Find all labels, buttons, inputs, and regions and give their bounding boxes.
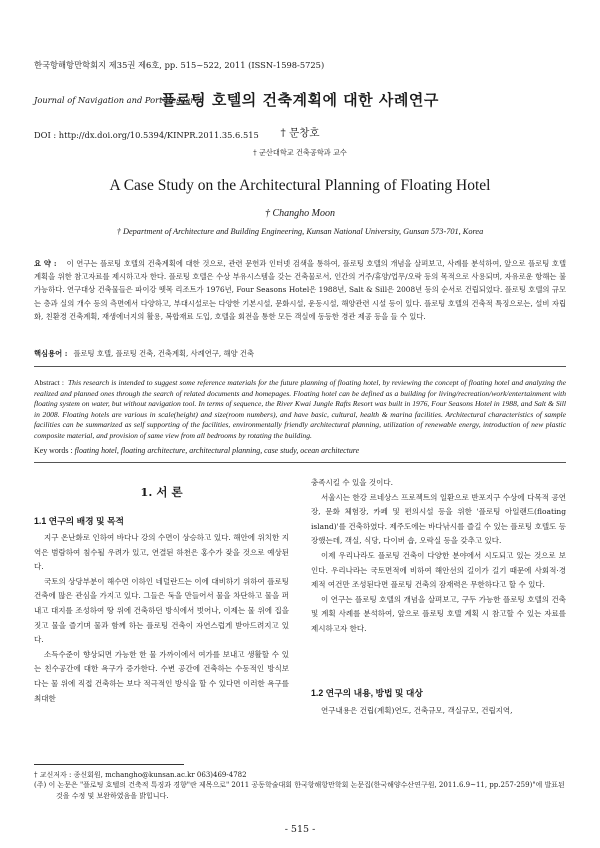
footnotes <box>34 770 566 801</box>
left-column-body <box>34 531 289 706</box>
paragraph: 연구내용은 건립(계획)연도, 건축규모, 객실규모, 건립지역, <box>321 706 513 715</box>
footnote-divider <box>34 764 184 765</box>
abstract-ko-label: 요 약 : <box>34 259 57 268</box>
journal-citation: 한국항해항만학회지 제35권 제6호, pp. 515~522, 2011 (ISSN-1598-5725) <box>34 60 325 71</box>
footnote-corresponding: † 교신저자 : 종신회원, mchangho@kunsan.ac.kr 063)469-4782 <box>34 771 247 779</box>
paragraph: 서울시는 한강 르네상스 프로젝트의 일환으로 반포지구 수상에 다목적 공연장, 문화 체험장, 카페 및 편의시설 등을 위한 '플로팅 아일랜드(floating island)'를 건축하였다. 제주도에는 바다낚시를 즐길 수 있는 플로팅 호텔도 등장했는데, 객실, 식당, 다이버 숍, 오락실 등을 갖추고 있다. <box>311 492 566 546</box>
divider <box>34 366 566 367</box>
paper-title-en: A Case Study on the Architectural Planning of Floating Hotel <box>109 177 491 194</box>
doi-link[interactable]: DOI : http://dx.doi.org/10.5394/KINPR.2011.35.6.515 <box>34 129 259 140</box>
abstract-en-text: This research is intended to suggest some reference materials for the future planning of floating hotel, by reviewing the concept of floating hotel and analyzing the realized and planned ones through the search of related documents and homepages. Floating hotel can be defined as a building for living/recreation/work/entertainment with floating system on water, but without navigation tool. In terms of sequence, the River Kwai Jungle Rafts Resort was built in 1976, Four Seasons Hotel in 1988, and Salt & Sill in 2008. Floating hotels are various in scale(height) and size(room numbers), and have basic, cultural, health & marina facilities. Architectural characteristics of sample facilities can be summarized as self supporting of the facilities, environmentally friendly architectural planning, utilization of renewable energy, introduction of new plastic composite material, and provision of same view from all bedrooms by rotating the building. <box>34 378 566 440</box>
paragraph: 지구 온난화로 인하여 바다나 강의 수면이 상승하고 있다. 해안에 위치한 지역은 범람하여 침수될 우려가 있고, 연결된 하천은 홍수가 잦을 것으로 예상된다. <box>34 533 289 572</box>
author-ko: † 문창호 <box>280 127 320 139</box>
keywords-ko-text: 플로팅 호텔, 플로팅 건축, 건축계획, 사례연구, 해양 건축 <box>73 349 255 358</box>
abstract-ko-text: 이 연구는 플로팅 호텔의 건축계획에 대한 것으로, 관련 문헌과 인터넷 검색을 통하여, 플로팅 호텔의 개념을 살펴보고, 사례를 분석하여, 앞으로 플로팅 호텔 계획을 위한 참고자료를 제시하고자 한다. 플로팅 호텔은 수상 부유시스템을 갖는 건축물로서, 인간의 거주/휴양/업무/오락 등의 목적으로 사용되며, 자유로운 항해는 불가능하다. 연구대상 건축물들은 파이강 뗏목 리조트가 1976년, Four Seasons Hotel은 1988년, Salt & Sill은 2008년 등의 순서로 건립되었다. 플로팅 호텔의 규모는 층과 실의 개수 등의 측면에서 다양하고, 부대시설로는 다양한 기본시설, 문화시설, 운동시설, 해양관련 시설 등이 있다. 플로팅 호텔의 건축적 특징으로는, 설비 자립화, 친환경 건축계획, 재생에너지의 활용, 복합재료 도입, 호텔을 회전을 통한 모든 객실에 동등한 경관 제공 등을 들 수 있다. <box>34 259 567 321</box>
subsection-1-1-title: 1.1 연구의 배경 및 목적 <box>34 516 124 526</box>
footnote-note: (주) 이 논문은 "플로팅 호텔의 건축적 특징과 경향"란 제목으로" 2011 공동학술대회 한국항해항만학회 논문집(한국해양수산연구원, 2011.6.9~11, pp.257-259)"에 발표된 것을 수정 및 보완하였음을 밝힙니다. <box>34 781 565 800</box>
paragraph: 충족시킬 수 있을 것이다. <box>311 478 393 487</box>
abstract-ko <box>34 257 566 323</box>
right-column-body <box>311 476 566 637</box>
page-number: - 515 - <box>284 824 316 835</box>
right-column-tail <box>311 704 566 719</box>
keywords-en <box>34 446 359 455</box>
affiliation-en: † Department of Architecture and Building Engineering, Kunsan National University, Gunsan 573-701, Korea <box>116 227 484 236</box>
author-en: † Changho Moon <box>265 208 335 219</box>
paragraph: 소득수준이 향상되면 가능한 한 물 가까이에서 여가를 보내고 생활할 수 있는 친수공간에 대한 욕구가 증가한다. 수변 공간에 건축하는 수동적인 방식보다는 물 위에 직접 건축하는 보다 적극적인 방식을 할 수 있다면 이러한 욕구를 최대한 <box>34 649 289 703</box>
divider <box>34 462 566 463</box>
affiliation-ko: † 군산대학교 건축공학과 교수 <box>253 148 347 157</box>
keywords-en-label: Key words : <box>34 446 73 455</box>
abstract-en <box>34 378 566 442</box>
subsection-1-2-title: 1.2 연구의 내용, 방법 및 대상 <box>311 688 423 698</box>
journal-name-en: Journal of Navigation and Port Research <box>34 94 205 105</box>
keywords-en-text: floating hotel, floating architecture, architectural planning, case study, ocean architecture <box>74 446 360 455</box>
paragraph: 이제 우리나라도 플로팅 건축이 다양한 분야에서 시도되고 있는 것으로 보인다. 우리나라는 국토면적에 비하여 해안선의 길이가 길기 때문에 사회적·경제적 여건만 조성된다면 플로팅 건축의 잠재력은 무한하다고 할 수 있다. <box>311 550 566 590</box>
keywords-ko-label: 핵심용어 : <box>34 349 68 358</box>
paper-title-ko: 플로팅 호텔의 건축계획에 대한 사례연구 <box>161 91 439 109</box>
section-1-title: 1. 서 론 <box>140 485 183 499</box>
abstract-en-label: Abstract : <box>34 378 64 387</box>
keywords-ko <box>34 349 254 359</box>
paragraph: 이 연구는 플로팅 호텔의 개념을 살펴보고, 구두 가능한 플로팅 호텔의 건축 및 계획 사례를 분석하여, 앞으로 플로팅 호텔 계획 시 참고할 수 있는 자료를 제시하고자 한다. <box>311 594 566 633</box>
paragraph: 국토의 상당부분이 해수면 이하인 네덜란드는 이에 대비하기 위하여 플로팅 건축에 많은 관심을 가지고 있다. 그들은 둑을 만들어서 물을 차단하고 물을 퍼내고 대지를 조성하여 땅 위에 건축하던 방식에서 벗어나, 이제는 물 위에 집을 짓고 물을 즐기며 물과 함께 하는 플로팅 건축이 자연스럽게 받아드려지고 있다. <box>34 576 289 645</box>
